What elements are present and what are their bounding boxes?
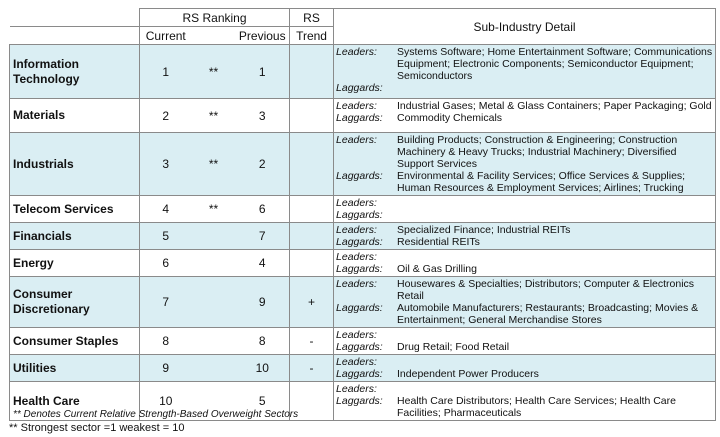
sector-name: Industrials <box>10 133 140 196</box>
sub-industry-detail <box>334 45 716 99</box>
table-body <box>10 45 716 421</box>
leaders-line <box>336 278 713 302</box>
rs-trend <box>290 250 334 277</box>
laggards-label: Laggards: <box>336 395 383 407</box>
overweight-marker: ** <box>192 45 236 99</box>
previous-rank: 9 <box>236 277 290 328</box>
laggards-line <box>336 82 713 94</box>
laggards-label: Laggards: <box>336 170 383 182</box>
previous-header: Previous <box>236 27 290 45</box>
leaders-list <box>397 197 713 209</box>
current-rank: 8 <box>140 328 192 355</box>
leaders-line <box>336 224 713 236</box>
footnote-scale: ** Strongest sector =1 weakest = 10 <box>9 422 185 434</box>
leaders-label: Leaders: <box>336 197 377 209</box>
sector-name: Health Care <box>10 382 140 421</box>
leaders-list <box>397 329 713 341</box>
current-rank: 9 <box>140 355 192 382</box>
leaders-list: Systems Software; Home Entertainment Software; Communications Equipment; Electronic Components; Semiconductor Equipment; Semiconductors <box>397 46 713 82</box>
previous-rank: 6 <box>236 196 290 223</box>
rs-trend <box>290 99 334 133</box>
laggards-list: Drug Retail; Food Retail <box>397 341 510 353</box>
previous-rank: 3 <box>236 99 290 133</box>
laggards-list: Environmental & Facility Services; Office Services & Supplies; Human Resources & Employment Services; Airlines; Trucking <box>397 170 686 194</box>
rs-trend: + <box>290 277 334 328</box>
leaders-list: Housewares & Specialties; Distributors; Computer & Electronics Retail <box>397 278 695 302</box>
rs-trend <box>290 223 334 250</box>
leaders-label: Leaders: <box>336 134 377 146</box>
sub-industry-detail <box>334 355 716 382</box>
overweight-marker: ** <box>192 99 236 133</box>
rs-trend <box>290 196 334 223</box>
laggards-line <box>336 395 713 419</box>
laggards-label: Laggards: <box>336 302 383 314</box>
laggards-line <box>336 263 713 275</box>
rs-header: RS <box>290 9 334 27</box>
current-rank: 2 <box>140 99 192 133</box>
sector-name: Information Technology <box>10 45 140 99</box>
laggards-label: Laggards: <box>336 82 383 94</box>
footnote-overweight: ** Denotes Current Relative Strength-Based Overweight Sectors <box>13 409 299 420</box>
previous-rank: 4 <box>236 250 290 277</box>
leaders-line <box>336 134 713 170</box>
table-row <box>10 223 716 250</box>
leaders-line <box>336 100 713 112</box>
sector-name: Consumer Staples <box>10 328 140 355</box>
current-rank: 3 <box>140 133 192 196</box>
table-row <box>10 196 716 223</box>
laggards-label: Laggards: <box>336 341 383 353</box>
leaders-label: Leaders: <box>336 383 377 395</box>
current-header: Current <box>140 27 192 45</box>
current-rank: 10 <box>140 382 192 421</box>
leaders-list: Industrial Gases; Metal & Glass Containers; Paper Packaging; Gold <box>397 100 712 112</box>
laggards-list: Health Care Distributors; Health Care Services; Health Care Facilities; Pharmaceuticals <box>397 395 676 419</box>
table-row <box>10 277 716 328</box>
previous-rank: 5 <box>236 382 290 421</box>
laggards-list: Residential REITs <box>397 236 480 248</box>
table-row <box>10 133 716 196</box>
sector-name: Consumer Discretionary <box>10 277 140 328</box>
leaders-list: Specialized Finance; Industrial REITs <box>397 224 571 236</box>
leaders-list <box>397 251 713 263</box>
leaders-label: Leaders: <box>336 46 377 58</box>
leaders-list <box>397 356 713 368</box>
leaders-list <box>397 383 713 395</box>
current-rank: 6 <box>140 250 192 277</box>
overweight-marker <box>192 250 236 277</box>
leaders-label: Leaders: <box>336 356 377 368</box>
current-rank: 4 <box>140 196 192 223</box>
overweight-marker <box>192 328 236 355</box>
table-row <box>10 45 716 99</box>
previous-rank: 10 <box>236 355 290 382</box>
laggards-list: Commodity Chemicals <box>397 112 503 124</box>
table-row <box>10 355 716 382</box>
laggards-line <box>336 170 713 194</box>
previous-rank: 8 <box>236 328 290 355</box>
table-row <box>10 328 716 355</box>
sector-name: Utilities <box>10 355 140 382</box>
laggards-line <box>336 209 713 221</box>
laggards-label: Laggards: <box>336 236 383 248</box>
leaders-label: Leaders: <box>336 100 377 112</box>
corner-cell-lower <box>10 27 140 45</box>
sub-industry-header: Sub-Industry Detail <box>334 9 716 45</box>
sub-industry-detail <box>334 133 716 196</box>
sub-industry-detail <box>334 277 716 328</box>
laggards-line <box>336 236 713 248</box>
laggards-line <box>336 341 713 353</box>
overweight-marker <box>192 355 236 382</box>
laggards-list: Oil & Gas Drilling <box>397 263 477 275</box>
leaders-line <box>336 46 713 82</box>
laggards-label: Laggards: <box>336 112 383 124</box>
rs-trend: - <box>290 328 334 355</box>
header-spacer <box>192 27 236 45</box>
trend-header: Trend <box>290 27 334 45</box>
laggards-list: Automobile Manufacturers; Restaurants; Broadcasting; Movies & Entertainment; General Merchandise Stores <box>397 302 699 326</box>
table-row <box>10 250 716 277</box>
leaders-line <box>336 329 713 341</box>
rs-trend: - <box>290 355 334 382</box>
sub-industry-detail <box>334 250 716 277</box>
current-rank: 1 <box>140 45 192 99</box>
previous-rank: 2 <box>236 133 290 196</box>
rs-trend <box>290 133 334 196</box>
leaders-label: Leaders: <box>336 251 377 263</box>
previous-rank: 1 <box>236 45 290 99</box>
laggards-list: Independent Power Producers <box>397 368 539 380</box>
laggards-line <box>336 302 713 326</box>
table-row <box>10 99 716 133</box>
leaders-line <box>336 197 713 209</box>
current-rank: 7 <box>140 277 192 328</box>
sector-name: Financials <box>10 223 140 250</box>
laggards-label: Laggards: <box>336 368 383 380</box>
laggards-list <box>397 82 713 94</box>
laggards-line <box>336 368 713 380</box>
leaders-list: Building Products; Construction & Engineering; Construction Machinery & Heavy Trucks; Industrial Machinery; Diversified Support Services <box>397 134 678 170</box>
laggards-label: Laggards: <box>336 263 383 275</box>
overweight-marker <box>192 223 236 250</box>
laggards-list <box>397 209 713 221</box>
leaders-line <box>336 383 713 395</box>
sub-industry-detail <box>334 196 716 223</box>
overweight-marker <box>192 277 236 328</box>
sub-industry-detail <box>334 382 716 421</box>
previous-rank: 7 <box>236 223 290 250</box>
rs-ranking-header: RS Ranking <box>140 9 290 27</box>
corner-cell <box>10 9 140 27</box>
sector-name: Telecom Services <box>10 196 140 223</box>
sub-industry-detail <box>334 223 716 250</box>
current-rank: 5 <box>140 223 192 250</box>
overweight-marker: ** <box>192 133 236 196</box>
overweight-marker: ** <box>192 196 236 223</box>
leaders-line <box>336 251 713 263</box>
leaders-label: Leaders: <box>336 224 377 236</box>
leaders-line <box>336 356 713 368</box>
laggards-label: Laggards: <box>336 209 383 221</box>
sub-industry-detail <box>334 99 716 133</box>
sector-ranking-table <box>9 8 716 421</box>
laggards-line <box>336 112 713 124</box>
sector-name: Energy <box>10 250 140 277</box>
leaders-label: Leaders: <box>336 278 377 290</box>
rs-trend <box>290 45 334 99</box>
sector-name: Materials <box>10 99 140 133</box>
sub-industry-detail <box>334 328 716 355</box>
leaders-label: Leaders: <box>336 329 377 341</box>
